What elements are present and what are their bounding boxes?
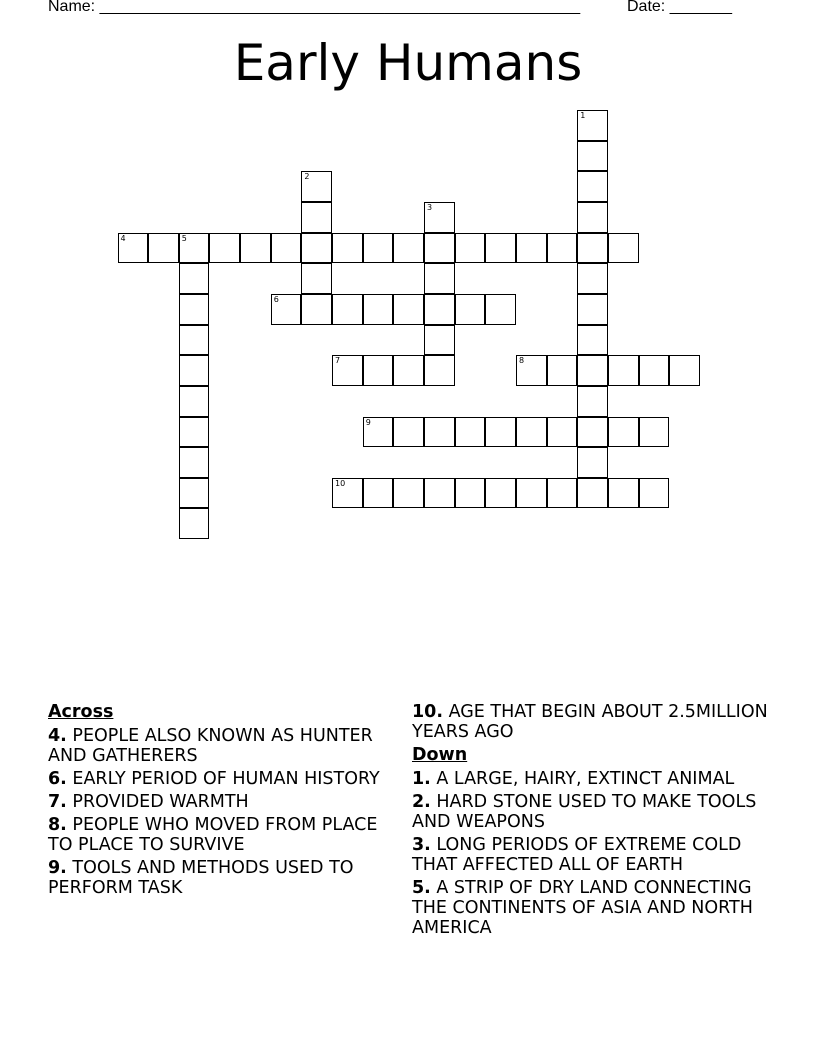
down-clue-list [412, 769, 772, 938]
across-clue-list [48, 726, 398, 898]
crossword-cell[interactable] [363, 478, 394, 509]
across-clue-list-continued [412, 702, 772, 742]
crossword-cell[interactable] [118, 233, 149, 264]
crossword-cell[interactable] [393, 417, 424, 448]
crossword-cell[interactable] [577, 110, 608, 141]
cell-number: 7 [335, 356, 341, 366]
crossword-cell[interactable] [393, 478, 424, 509]
crossword-cell[interactable] [639, 478, 670, 509]
clue-item [412, 878, 772, 938]
crossword-cell[interactable] [639, 417, 670, 448]
cell-number: 5 [181, 233, 187, 243]
crossword-cell[interactable] [485, 294, 516, 325]
clue-text: PEOPLE WHO MOVED FROM PLACE TO PLACE TO SURVIVE [48, 815, 378, 855]
crossword-cell[interactable] [608, 355, 639, 386]
crossword-cell[interactable] [271, 233, 302, 264]
crossword-cell[interactable] [485, 233, 516, 264]
across-clues-column [48, 702, 398, 901]
clue-item [48, 815, 398, 855]
down-clues-column [412, 702, 772, 941]
clue-text: EARLY PERIOD OF HUMAN HISTORY [66, 769, 380, 789]
crossword-cell[interactable] [179, 447, 210, 478]
crossword-cell[interactable] [393, 233, 424, 264]
crossword-cell[interactable] [179, 508, 210, 539]
crossword-cell[interactable] [179, 263, 210, 294]
crossword-cell[interactable] [455, 233, 486, 264]
crossword-cell[interactable] [301, 233, 332, 264]
crossword-cell[interactable] [393, 355, 424, 386]
crossword-cell[interactable] [179, 325, 210, 356]
cell-number: 4 [120, 233, 126, 243]
clue-number: 3. [412, 835, 431, 855]
crossword-cell[interactable] [577, 478, 608, 509]
crossword-cell[interactable] [547, 233, 578, 264]
crossword-cell[interactable] [608, 478, 639, 509]
date-field[interactable]: Date: _______ [627, 0, 732, 15]
crossword-cell[interactable] [393, 294, 424, 325]
crossword-cell[interactable] [516, 478, 547, 509]
crossword-cell[interactable] [424, 294, 455, 325]
crossword-cell[interactable] [179, 478, 210, 509]
crossword-cell[interactable] [363, 355, 394, 386]
crossword-cell[interactable] [547, 355, 578, 386]
crossword-cell[interactable] [424, 202, 455, 233]
crossword-cell[interactable] [455, 417, 486, 448]
clue-text: LONG PERIODS OF EXTREME COLD THAT AFFECTED ALL OF EARTH [412, 835, 742, 875]
clue-number: 10. [412, 702, 444, 722]
crossword-cell[interactable] [577, 202, 608, 233]
crossword-cell[interactable] [455, 294, 486, 325]
crossword-cell[interactable] [424, 355, 455, 386]
cell-number: 2 [304, 172, 310, 182]
crossword-cell[interactable] [547, 417, 578, 448]
crossword-cell[interactable] [577, 263, 608, 294]
cell-number: 6 [273, 294, 279, 304]
crossword-cell[interactable] [363, 417, 394, 448]
crossword-cell[interactable] [301, 171, 332, 202]
clue-text: A LARGE, HAIRY, EXTINCT ANIMAL [430, 769, 735, 789]
across-heading: Across [48, 702, 114, 722]
clue-number: 8. [48, 815, 67, 835]
crossword-cell[interactable] [301, 294, 332, 325]
crossword-cell[interactable] [485, 417, 516, 448]
clue-text: PEOPLE ALSO KNOWN AS HUNTER AND GATHERERS [48, 726, 373, 766]
crossword-cell[interactable] [577, 386, 608, 417]
clue-number: 5. [412, 878, 431, 898]
name-field[interactable]: Name: ______________________________________________________ [48, 0, 581, 15]
clue-number: 2. [412, 792, 431, 812]
crossword-cell[interactable] [179, 355, 210, 386]
crossword-cell[interactable] [332, 294, 363, 325]
crossword-cell[interactable] [424, 478, 455, 509]
crossword-cell[interactable] [240, 233, 271, 264]
crossword-cell[interactable] [577, 171, 608, 202]
crossword-cell[interactable] [148, 233, 179, 264]
clue-item [412, 835, 772, 875]
crossword-cell[interactable] [332, 233, 363, 264]
crossword-cell[interactable] [179, 386, 210, 417]
crossword-cell[interactable] [577, 355, 608, 386]
crossword-cell[interactable] [577, 325, 608, 356]
cell-number: 8 [518, 356, 525, 366]
crossword-cell[interactable] [547, 478, 578, 509]
crossword-cell[interactable] [639, 355, 670, 386]
cell-number: 1 [580, 111, 586, 120]
cell-number: 9 [365, 417, 371, 427]
crossword-cell[interactable] [424, 417, 455, 448]
clue-text: HARD STONE USED TO MAKE TOOLS AND WEAPONS [412, 792, 757, 832]
crossword-cell[interactable] [608, 233, 639, 264]
crossword-cell[interactable] [516, 417, 547, 448]
crossword-cell[interactable] [577, 417, 608, 448]
down-heading: Down [412, 745, 468, 765]
clue-text: TOOLS AND METHODS USED TO PERFORM TASK [48, 858, 354, 898]
crossword-cell[interactable] [424, 233, 455, 264]
crossword-cell[interactable] [455, 478, 486, 509]
clue-text: A STRIP OF DRY LAND CONNECTING THE CONTINENTS OF ASIA AND NORTH AMERICA [412, 878, 753, 938]
crossword-cell[interactable] [179, 233, 210, 264]
crossword-cell[interactable] [301, 202, 332, 233]
clue-number: 9. [48, 858, 67, 878]
clue-number: 7. [48, 792, 67, 812]
clue-item [412, 769, 772, 789]
crossword-cell[interactable] [301, 263, 332, 294]
crossword-cell[interactable] [577, 294, 608, 325]
crossword-cell[interactable] [516, 233, 547, 264]
clue-number: 1. [412, 769, 431, 789]
clue-text: PROVIDED WARMTH [66, 792, 249, 812]
clue-item [412, 702, 772, 742]
clue-item [48, 792, 398, 812]
crossword-cell[interactable] [608, 417, 639, 448]
crossword-cell[interactable] [363, 294, 394, 325]
crossword-cell[interactable] [577, 447, 608, 478]
clue-item [412, 792, 772, 832]
crossword-cell[interactable] [577, 233, 608, 264]
crossword-cell[interactable] [179, 417, 210, 448]
crossword-cell[interactable] [424, 263, 455, 294]
clue-number: 6. [48, 769, 67, 789]
crossword-cell[interactable] [271, 294, 302, 325]
cell-number: 3 [427, 202, 433, 212]
crossword-cell[interactable] [516, 355, 547, 386]
clue-item [48, 769, 398, 789]
crossword-cell[interactable] [669, 355, 700, 386]
cell-number: 10 [335, 478, 346, 488]
crossword-cell[interactable] [179, 294, 210, 325]
crossword-cell[interactable] [332, 355, 363, 386]
crossword-cell[interactable] [363, 233, 394, 264]
page-title: Early Humans [233, 34, 583, 92]
crossword-cell[interactable] [577, 141, 608, 172]
clue-number: 4. [48, 726, 67, 746]
clue-item [48, 726, 398, 766]
crossword-cell[interactable] [485, 478, 516, 509]
clue-text: AGE THAT BEGIN ABOUT 2.5MILLION YEARS AGO [412, 702, 768, 742]
crossword-cell[interactable] [209, 233, 240, 264]
clue-item [48, 858, 398, 898]
crossword-cell[interactable] [424, 325, 455, 356]
crossword-cell[interactable] [332, 478, 363, 509]
